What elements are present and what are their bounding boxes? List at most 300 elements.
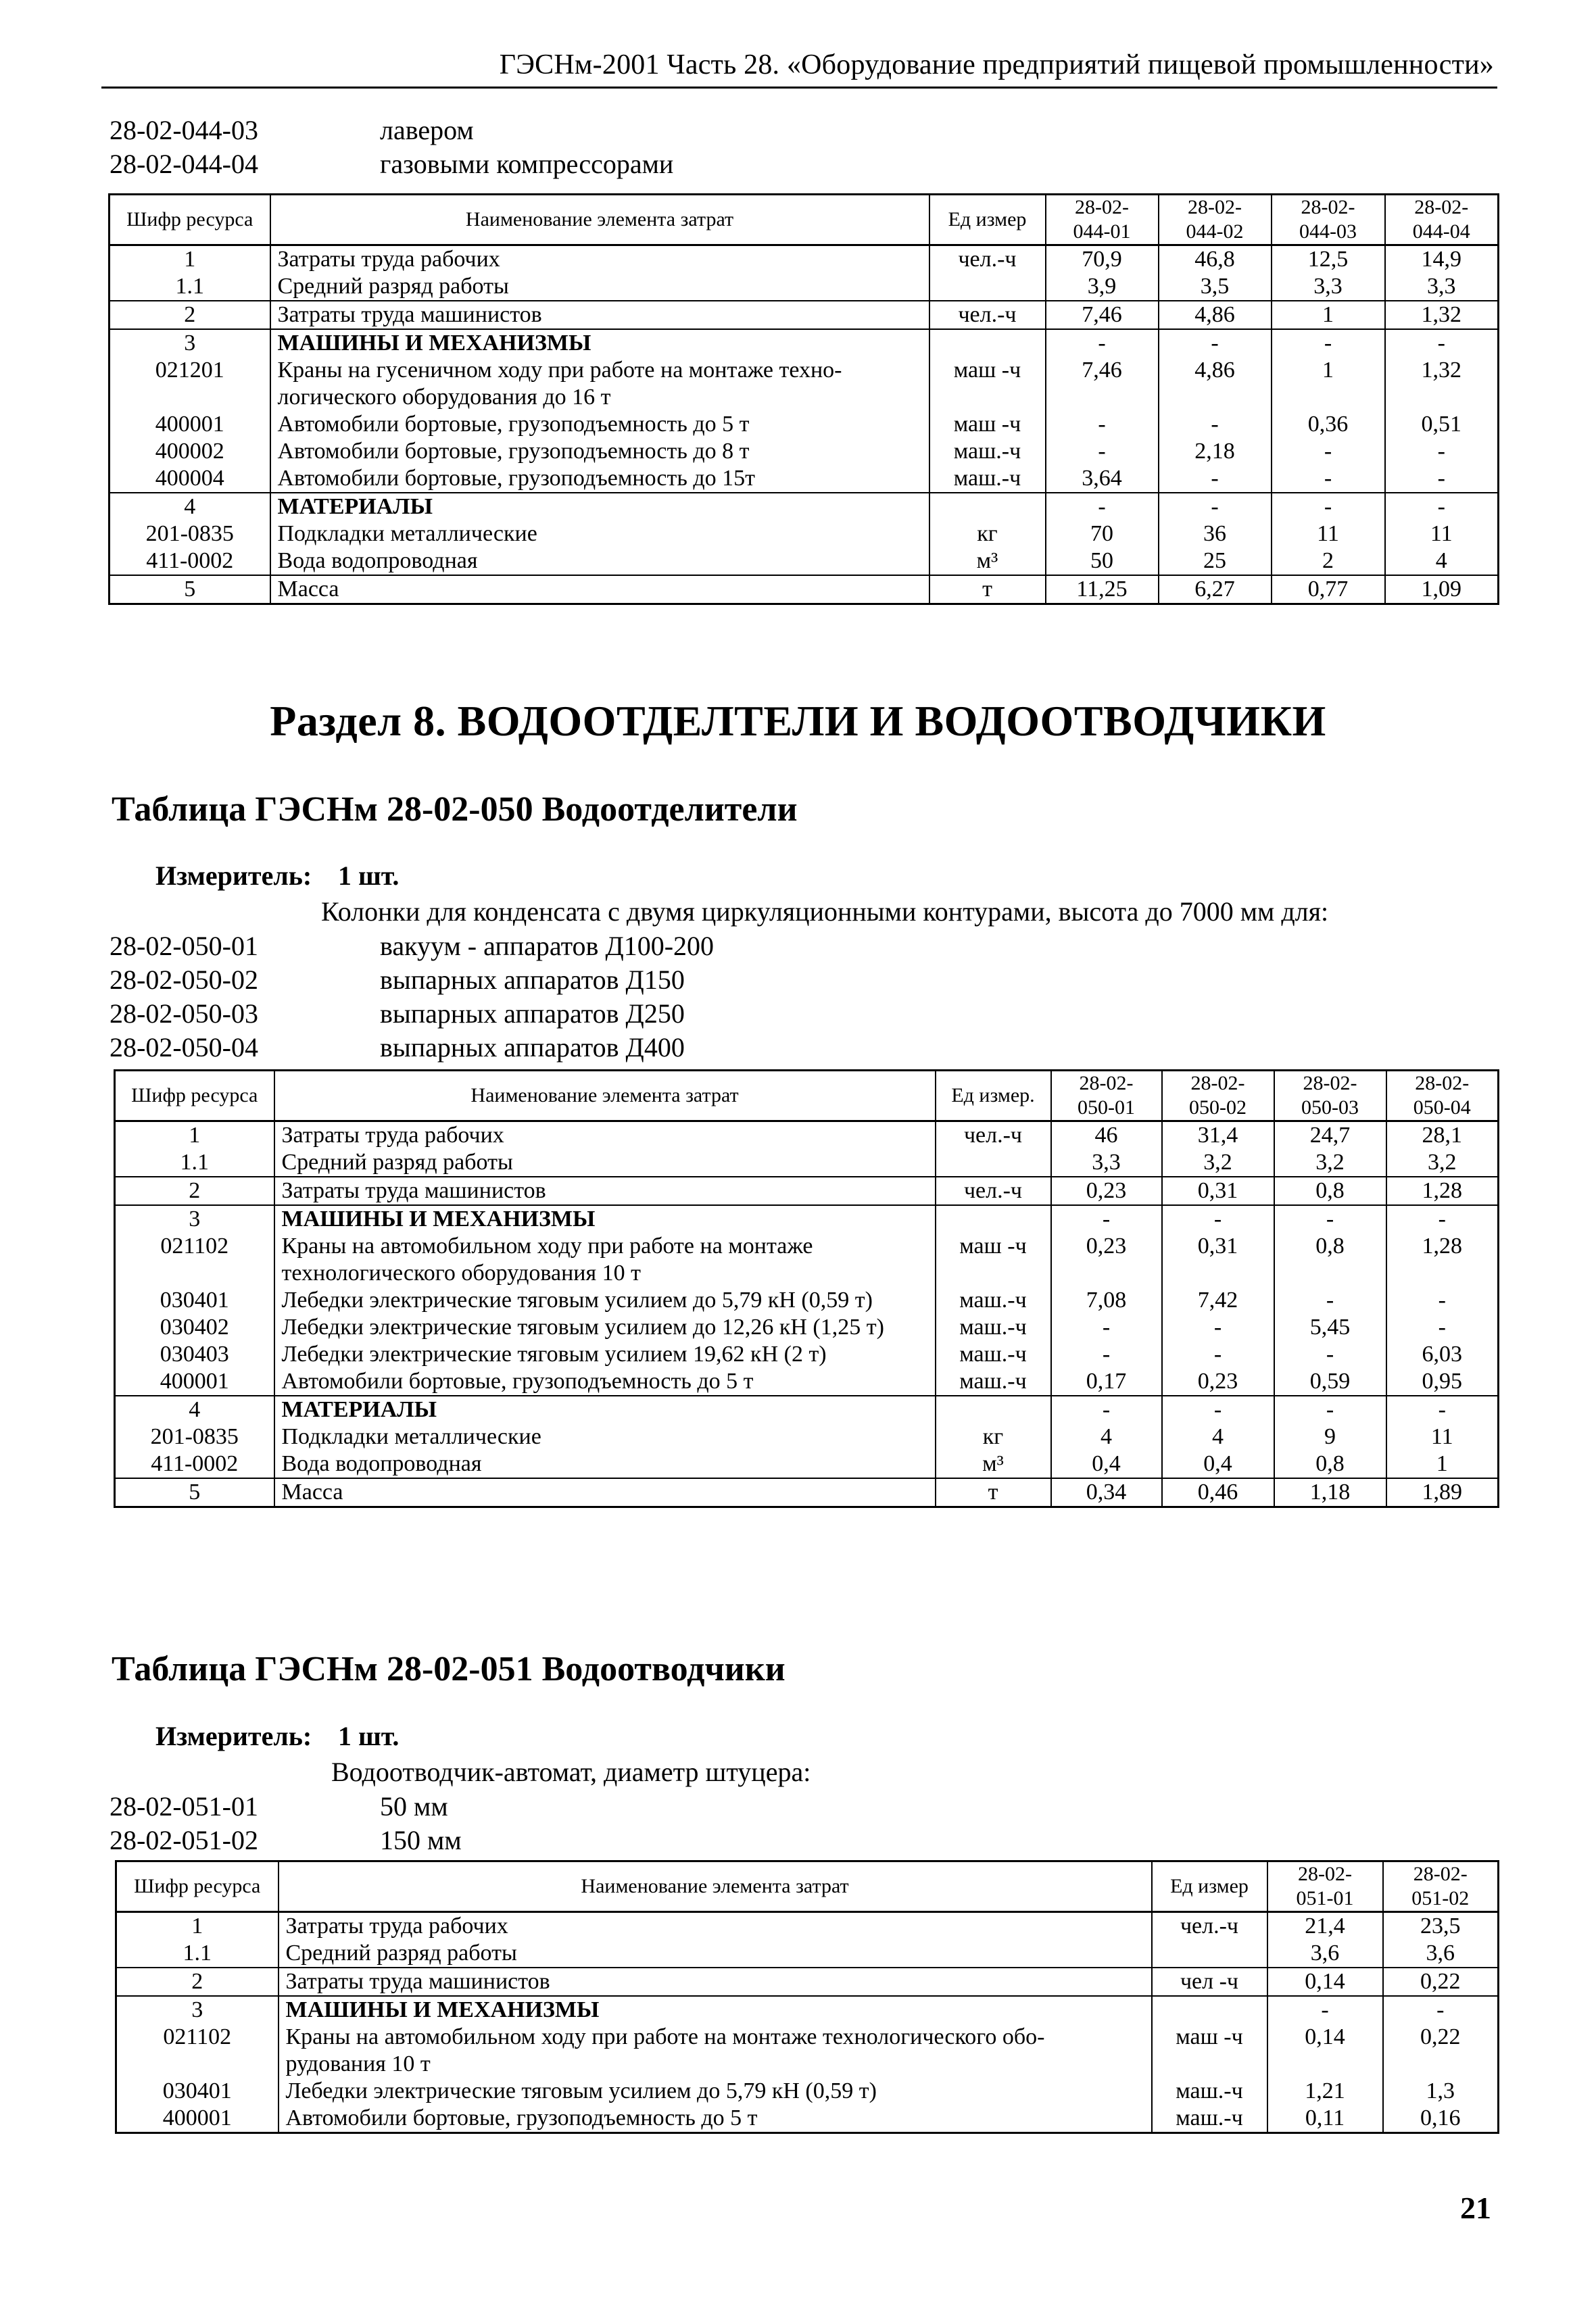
norm-value: 0,22 [1383,1968,1499,1996]
column-header: 28-02- 044-02 [1159,195,1272,245]
code-line [110,929,714,963]
norm-value: 3,3 [1051,1149,1162,1177]
norm-value: - [1051,1341,1162,1368]
norm-table-050 [114,1069,1499,1508]
norm-value: 70 [1046,520,1159,547]
code-line [110,1031,714,1065]
norm-value: - [1385,493,1499,520]
cost-element-name: Лебедки электрические тяговым усилием до 5,79 кН (0,59 т) [279,2078,1152,2105]
column-header: Шифр ресурса [115,1071,274,1121]
column-header: 28-02- 050-04 [1386,1071,1499,1121]
meter-value: 1 шт. [338,1721,400,1751]
unit-of-measure [1152,1940,1267,1968]
norm-value: 0,8 [1274,1177,1386,1205]
resource-code: 5 [115,1478,274,1507]
meter-label: Измеритель: [155,860,312,891]
norm-value: - [1272,438,1385,465]
norm-value: 6,03 [1386,1341,1499,1368]
work-description: лавером [380,115,474,145]
unit-of-measure: чел.-ч [936,1177,1051,1205]
code-line [110,963,714,997]
column-header: 28-02- 044-01 [1046,195,1159,245]
norm-value: - [1274,1396,1386,1423]
norm-value: 1,32 [1385,301,1499,329]
cost-element-name: Затраты труда машинистов [274,1177,936,1205]
norm-value: 0,22 [1383,2024,1499,2078]
norm-value: - [1046,329,1159,357]
resource-code: 400001 [115,1368,274,1396]
work-description: выпарных аппаратов Д250 [380,998,685,1029]
norm-value: 7,46 [1046,357,1159,411]
cost-element-name: Краны на автомобильном ходу при работе на монтаже технологического оборудования 10 т [274,1233,936,1287]
norm-table-051 [115,1860,1499,2134]
cost-element-name: МАТЕРИАЛЫ [270,493,929,520]
norm-value: - [1162,1341,1274,1368]
norm-value: 0,31 [1162,1233,1274,1287]
unit-of-measure: маш.-ч [936,1314,1051,1341]
resource-code: 021102 [115,1233,274,1287]
unit-of-measure: маш.-ч [936,1287,1051,1314]
unit-of-measure: маш -ч [929,357,1046,411]
table-row [110,301,1499,329]
norm-value: - [1159,465,1272,493]
work-code: 28-02-050-02 [110,965,258,995]
column-header: 28-02- 051-01 [1267,1861,1383,1912]
unit-of-measure: м³ [936,1451,1051,1478]
table-row [115,1478,1499,1507]
column-header: Наименование элемента затрат [274,1071,936,1121]
work-code: 28-02-051-02 [110,1825,258,1855]
norm-value: - [1385,329,1499,357]
cost-element-name: Автомобили бортовые, грузоподъемность до 5 т [270,411,929,438]
norm-value: - [1383,1996,1499,2024]
norm-value: 0,34 [1051,1478,1162,1507]
norm-value: 1,32 [1385,357,1499,411]
table-row [110,465,1499,493]
norm-value: 0,59 [1274,1368,1386,1396]
norm-value: - [1274,1287,1386,1314]
norm-value: 7,46 [1046,301,1159,329]
norm-value: 11 [1386,1423,1499,1451]
norm-value: 28,1 [1386,1121,1499,1150]
unit-of-measure: чел.-ч [929,245,1046,274]
meter-value: 1 шт. [338,860,400,891]
table-row [115,1205,1499,1233]
norm-value: 0,51 [1385,411,1499,438]
unit-of-measure: кг [936,1423,1051,1451]
norm-value: - [1272,465,1385,493]
table-row [115,1423,1499,1451]
table-row [116,2078,1499,2105]
work-description: выпарных аппаратов Д150 [380,965,685,995]
norm-value: 7,42 [1162,1287,1274,1314]
column-header: 28-02- 051-02 [1383,1861,1499,1912]
norm-value: 3,6 [1267,1940,1383,1968]
norm-value: 2,18 [1159,438,1272,465]
norm-value: - [1386,1287,1499,1314]
work-code: 28-02-050-04 [110,1032,258,1063]
resource-code: 3 [110,329,270,357]
table-row [115,1177,1499,1205]
cost-element-name: Автомобили бортовые, грузоподъемность до 5 т [274,1368,936,1396]
norm-value: 25 [1159,547,1272,575]
norm-value: 46 [1051,1121,1162,1150]
resource-code: 400001 [116,2105,279,2133]
norm-value: 2 [1272,547,1385,575]
resource-code: 400001 [110,411,270,438]
column-header: 28-02- 050-02 [1162,1071,1274,1121]
cost-element-name: Лебедки электрические тяговым усилием 19,62 кН (2 т) [274,1341,936,1368]
norm-value: 11 [1272,520,1385,547]
cost-element-name: МАШИНЫ И МЕХАНИЗМЫ [274,1205,936,1233]
norm-value: - [1386,1396,1499,1423]
cost-element-name: Краны на автомобильном ходу при работе на монтаже технологического обо-рудования 10 т [279,2024,1152,2078]
column-header: 28-02- 050-01 [1051,1071,1162,1121]
top-code-list [110,114,673,181]
table3-intro: Водоотводчик-автомат, диаметр штуцера: [331,1757,811,1787]
header-rule [101,87,1497,89]
norm-value: 1,28 [1386,1177,1499,1205]
table-row [115,1233,1499,1287]
resource-code: 4 [115,1396,274,1423]
norm-value: 6,27 [1159,575,1272,604]
norm-value: - [1386,1205,1499,1233]
norm-value: 11,25 [1046,575,1159,604]
table-row [110,245,1499,274]
unit-of-measure: маш.-ч [936,1341,1051,1368]
resource-code: 2 [116,1968,279,1996]
norm-value: 0,14 [1267,1968,1383,1996]
norm-value: 0,23 [1051,1177,1162,1205]
resource-code: 1.1 [115,1149,274,1177]
meter-050 [155,860,399,892]
cost-element-name: МАШИНЫ И МЕХАНИЗМЫ [270,329,929,357]
work-description: выпарных аппаратов Д400 [380,1032,685,1063]
norm-value: 3,2 [1162,1149,1274,1177]
cost-element-name: Автомобили бортовые, грузоподъемность до 15т [270,465,929,493]
table-row [115,1396,1499,1423]
norm-value: - [1267,1996,1383,2024]
table-row [116,1996,1499,2024]
cost-element-name: Затраты труда рабочих [270,245,929,274]
unit-of-measure: м³ [929,547,1046,575]
norm-value: 0,23 [1051,1233,1162,1287]
resource-code: 3 [115,1205,274,1233]
unit-of-measure: т [929,575,1046,604]
unit-of-measure: маш.-ч [929,438,1046,465]
norm-value: 1,09 [1385,575,1499,604]
cost-element-name: Затраты труда рабочих [274,1121,936,1150]
unit-of-measure [1152,1996,1267,2024]
norm-value: 70,9 [1046,245,1159,274]
norm-value: - [1385,465,1499,493]
table-row [110,575,1499,604]
norm-value: - [1046,411,1159,438]
column-header: 28-02- 050-03 [1274,1071,1386,1121]
table-title-050: Таблица ГЭСНм 28-02-050 Водоотделители [112,790,798,829]
norm-value: 3,64 [1046,465,1159,493]
column-header: Шифр ресурса [110,195,270,245]
work-description: 150 мм [380,1825,462,1855]
resource-code: 3 [116,1996,279,2024]
norm-table-044 [108,193,1499,605]
norm-value: 0,77 [1272,575,1385,604]
norm-value: 1 [1386,1451,1499,1478]
table-row [116,1968,1499,1996]
table-row [115,1314,1499,1341]
column-header: 28-02- 044-04 [1385,195,1499,245]
cost-element-name: Краны на гусеничном ходу при работе на монтаже техно-логического оборудования до 16 т [270,357,929,411]
norm-value: 3,2 [1274,1149,1386,1177]
norm-value: 0,36 [1272,411,1385,438]
norm-value: 0,8 [1274,1233,1386,1287]
table-row [110,357,1499,411]
code-line [110,997,714,1031]
cost-element-name: Затраты труда рабочих [279,1912,1152,1941]
resource-code: 2 [115,1177,274,1205]
norm-value: 4,86 [1159,301,1272,329]
resource-code: 2 [110,301,270,329]
norm-value: 3,2 [1386,1149,1499,1177]
resource-code: 411-0002 [110,547,270,575]
table2-code-list [110,929,714,1065]
cost-element-name: МАТЕРИАЛЫ [274,1396,936,1423]
header-row [110,195,1499,245]
norm-value: 1,18 [1274,1478,1386,1507]
unit-of-measure: кг [929,520,1046,547]
resource-code: 201-0835 [110,520,270,547]
unit-of-measure: маш.-ч [1152,2105,1267,2133]
table-row [110,493,1499,520]
table-row [116,1940,1499,1968]
meter-label: Измеритель: [155,1721,312,1751]
norm-value: 46,8 [1159,245,1272,274]
unit-of-measure: т [936,1478,1051,1507]
table-title-051: Таблица ГЭСНм 28-02-051 Водоотводчики [112,1650,785,1688]
running-header: ГЭСНм-2001 Часть 28. «Оборудование предприятий пищевой промышленности» [499,49,1494,80]
norm-value: 1,3 [1383,2078,1499,2105]
cost-element-name: Масса [274,1478,936,1507]
resource-code: 030402 [115,1314,274,1341]
cost-element-name: Подкладки металлические [274,1423,936,1451]
unit-of-measure [929,329,1046,357]
column-header: 28-02- 044-03 [1272,195,1385,245]
norm-value: 3,6 [1383,1940,1499,1968]
resource-code: 021102 [116,2024,279,2078]
norm-value: 3,3 [1272,273,1385,301]
norm-value: 0,46 [1162,1478,1274,1507]
resource-code: 030401 [115,1287,274,1314]
table3-code-list [110,1790,462,1857]
norm-value: 0,95 [1386,1368,1499,1396]
resource-code: 1 [115,1121,274,1150]
header-row [115,1071,1499,1121]
unit-of-measure [929,273,1046,301]
unit-of-measure: маш.-ч [1152,2078,1267,2105]
norm-value: 12,5 [1272,245,1385,274]
table-row [110,329,1499,357]
norm-value: 0,14 [1267,2024,1383,2078]
norm-value: - [1051,1396,1162,1423]
norm-value: 3,3 [1385,273,1499,301]
cost-element-name: Затраты труда машинистов [279,1968,1152,1996]
table-row [110,520,1499,547]
norm-value: - [1046,438,1159,465]
norm-value: 31,4 [1162,1121,1274,1150]
column-header: Шифр ресурса [116,1861,279,1912]
code-line [110,1790,462,1824]
cost-element-name: Подкладки металлические [270,520,929,547]
norm-value: 3,5 [1159,273,1272,301]
norm-value: 9 [1274,1423,1386,1451]
cost-element-name: Автомобили бортовые, грузоподъемность до 8 т [270,438,929,465]
column-header: Ед измер. [936,1071,1051,1121]
column-header: Наименование элемента затрат [270,195,929,245]
column-header: Наименование элемента затрат [279,1861,1152,1912]
work-code: 28-02-050-01 [110,931,258,961]
unit-of-measure: маш.-ч [929,465,1046,493]
resource-code: 411-0002 [115,1451,274,1478]
norm-value: - [1386,1314,1499,1341]
resource-code: 030403 [115,1341,274,1368]
work-code: 28-02-051-01 [110,1791,258,1822]
norm-value: 24,7 [1274,1121,1386,1150]
work-description: газовыми компрессорами [380,149,674,179]
norm-value: 1,89 [1386,1478,1499,1507]
cost-element-name: Средний разряд работы [279,1940,1152,1968]
norm-value: 0,31 [1162,1177,1274,1205]
unit-of-measure [929,493,1046,520]
unit-of-measure: чел.-ч [1152,1912,1267,1941]
table2-intro: Колонки для конденсата с двумя циркуляционными контурами, высота до 7000 мм для: [321,896,1329,927]
norm-value: - [1159,411,1272,438]
resource-code: 4 [110,493,270,520]
norm-value: 7,08 [1051,1287,1162,1314]
norm-value: 4,86 [1159,357,1272,411]
resource-code: 1.1 [110,273,270,301]
resource-code: 400004 [110,465,270,493]
norm-value: 0,16 [1383,2105,1499,2133]
table-row [115,1341,1499,1368]
norm-value: 0,4 [1162,1451,1274,1478]
norm-value: 0,17 [1051,1368,1162,1396]
unit-of-measure: маш.-ч [936,1368,1051,1396]
norm-value: - [1272,329,1385,357]
code-line [110,1824,462,1857]
norm-value: 4 [1162,1423,1274,1451]
resource-code: 1 [110,245,270,274]
resource-code: 1.1 [116,1940,279,1968]
unit-of-measure: маш -ч [1152,2024,1267,2078]
column-header: Ед измер [929,195,1046,245]
table-row [110,411,1499,438]
norm-value: - [1162,1205,1274,1233]
norm-value: 5,45 [1274,1314,1386,1341]
table-row [116,1912,1499,1941]
work-description: 50 мм [380,1791,448,1822]
work-description: вакуум - аппаратов Д100-200 [380,931,715,961]
norm-value: - [1051,1314,1162,1341]
unit-of-measure: чел.-ч [929,301,1046,329]
table-row [116,2105,1499,2133]
norm-value: - [1385,438,1499,465]
table-row [115,1368,1499,1396]
table-row [115,1121,1499,1150]
norm-value: - [1162,1314,1274,1341]
resource-code: 400002 [110,438,270,465]
work-code: 28-02-044-04 [110,149,258,179]
unit-of-measure: чел -ч [1152,1968,1267,1996]
norm-value: 1 [1272,301,1385,329]
unit-of-measure: чел.-ч [936,1121,1051,1150]
work-code: 28-02-050-03 [110,998,258,1029]
table-row [115,1287,1499,1314]
cost-element-name: Масса [270,575,929,604]
norm-value: 14,9 [1385,245,1499,274]
cost-element-name: Средний разряд работы [270,273,929,301]
table-row [110,438,1499,465]
table-row [115,1451,1499,1478]
norm-value: 21,4 [1267,1912,1383,1941]
cost-element-name: МАШИНЫ И МЕХАНИЗМЫ [279,1996,1152,2024]
norm-value: 50 [1046,547,1159,575]
norm-value: - [1274,1341,1386,1368]
norm-value: - [1162,1396,1274,1423]
meter-051 [155,1720,399,1752]
resource-code: 030401 [116,2078,279,2105]
table-row [110,273,1499,301]
table-row [116,2024,1499,2078]
norm-value: 4 [1051,1423,1162,1451]
norm-value: - [1046,493,1159,520]
norm-value: 0,4 [1051,1451,1162,1478]
unit-of-measure [936,1149,1051,1177]
cost-element-name: Затраты труда машинистов [270,301,929,329]
unit-of-measure: маш -ч [929,411,1046,438]
resource-code: 1 [116,1912,279,1941]
resource-code: 021201 [110,357,270,411]
norm-value: 3,9 [1046,273,1159,301]
norm-value: 1,21 [1267,2078,1383,2105]
section-title: Раздел 8. ВОДООТДЕЛТЕЛИ И ВОДООТВОДЧИКИ [270,697,1326,745]
norm-value: - [1159,493,1272,520]
column-header: Ед измер [1152,1861,1267,1912]
norm-value: 0,23 [1162,1368,1274,1396]
code-line [110,147,673,181]
norm-value: - [1274,1205,1386,1233]
cost-element-name: Средний разряд работы [274,1149,936,1177]
cost-element-name: Вода водопроводная [274,1451,936,1478]
norm-value: - [1159,329,1272,357]
cost-element-name: Автомобили бортовые, грузоподъемность до 5 т [279,2105,1152,2133]
norm-value: 1,28 [1386,1233,1499,1287]
table-row [110,547,1499,575]
unit-of-measure [936,1205,1051,1233]
cost-element-name: Лебедки электрические тяговым усилием до 5,79 кН (0,59 т) [274,1287,936,1314]
norm-value: - [1272,493,1385,520]
norm-value: 23,5 [1383,1912,1499,1941]
norm-value: 11 [1385,520,1499,547]
cost-element-name: Лебедки электрические тяговым усилием до 12,26 кН (1,25 т) [274,1314,936,1341]
norm-value: 4 [1385,547,1499,575]
work-code: 28-02-044-03 [110,115,258,145]
unit-of-measure: маш -ч [936,1233,1051,1287]
page-number: 21 [1460,2191,1491,2225]
norm-value: 0,8 [1274,1451,1386,1478]
norm-value: 1 [1272,357,1385,411]
norm-value: 36 [1159,520,1272,547]
norm-value: 0,11 [1267,2105,1383,2133]
